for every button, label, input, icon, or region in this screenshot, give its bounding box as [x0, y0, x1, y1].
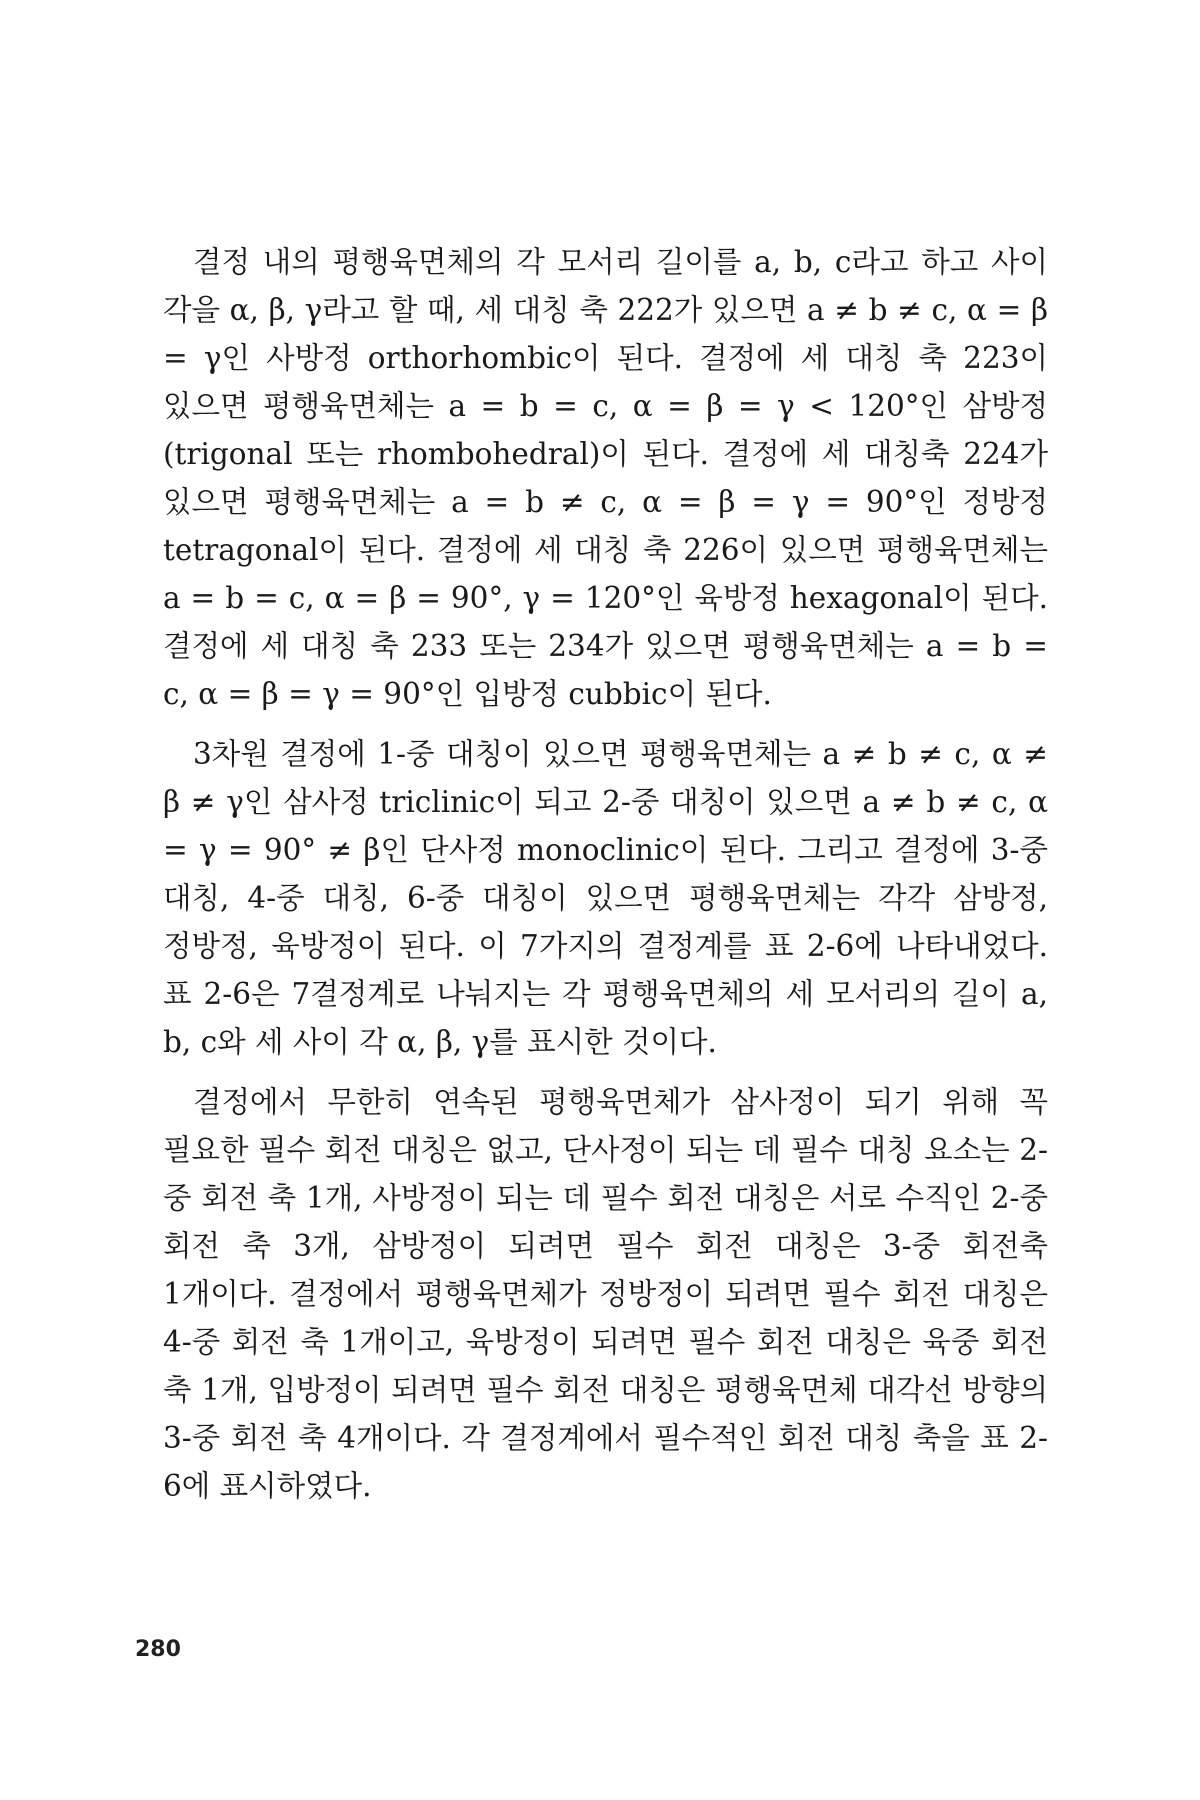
body-text: [163, 238, 1048, 1510]
paragraph-crystal-systems: 결정 내의 평행육면체의 각 모서리 길이를 a, b, c라고 하고 사이 각을 α, β, γ라고 할 때, 세 대칭 축 222가 있으면 a ≠ b ≠ c, α = β = γ인 사방정 orthorhombic이 된다. 결정에 세 대칭 축 223이 있으면 평행육면체는 a = b = c, α = β = γ < 120°인 삼방정(trigonal 또는 rhombohedral)이 된다. 결정에 세 대칭축 224가 있으면 평행육면체는 a = b ≠ c, α = β = γ = 90°인 정방정 tetragonal이 된다. 결정에 세 대칭 축 226이 있으면 평행육면체는 a = b = c, α = β = 90°, γ = 120°인 육방정 hexagonal이 된다. 결정에 세 대칭 축 233 또는 234가 있으면 평행육면체는 a = b = c, α = β = γ = 90°인 입방정 cubbic이 된다.: [163, 245, 1048, 711]
paragraph-essential-rotations: 결정에서 무한히 연속된 평행육면체가 삼사정이 되기 위해 꼭 필요한 필수 회전 대칭은 없고, 단사정이 되는 데 필수 대칭 요소는 2-중 회전 축 1개, 사방정이 되는 데 필수 회전 대칭은 서로 수직인 2-중 회전 축 3개, 삼방정이 되려면 필수 회전 대칭은 3-중 회전축 1개이다. 결정에서 평행육면체가 정방정이 되려면 필수 회전 대칭은 4-중 회전 축 1개이고, 육방정이 되려면 필수 회전 대칭은 육중 회전 축 1개, 입방정이 되려면 필수 회전 대칭은 평행육면체 대각선 방향의 3-중 회전 축 4개이다. 각 결정계에서 필수적인 회전 대칭 축을 표 2-6에 표시하였다.: [163, 1085, 1048, 1503]
page-number: 280: [135, 1637, 181, 1662]
paragraph-symmetry-classes: 3차원 결정에 1-중 대칭이 있으면 평행육면체는 a ≠ b ≠ c, α ≠ β ≠ γ인 삼사정 triclinic이 되고 2-중 대칭이 있으면 a ≠ b ≠ c, α = γ = 90° ≠ β인 단사정 monoclinic이 된다. 그리고 결정에 3-중 대칭, 4-중 대칭, 6-중 대칭이 있으면 평행육면체는 각각 삼방정, 정방정, 육방정이 된다. 이 7가지의 결정계를 표 2-6에 나타내었다. 표 2-6은 7결정계로 나눠지는 각 평행육면체의 세 모서리의 길이 a, b, c와 세 사이 각 α, β, γ를 표시한 것이다.: [163, 737, 1048, 1059]
